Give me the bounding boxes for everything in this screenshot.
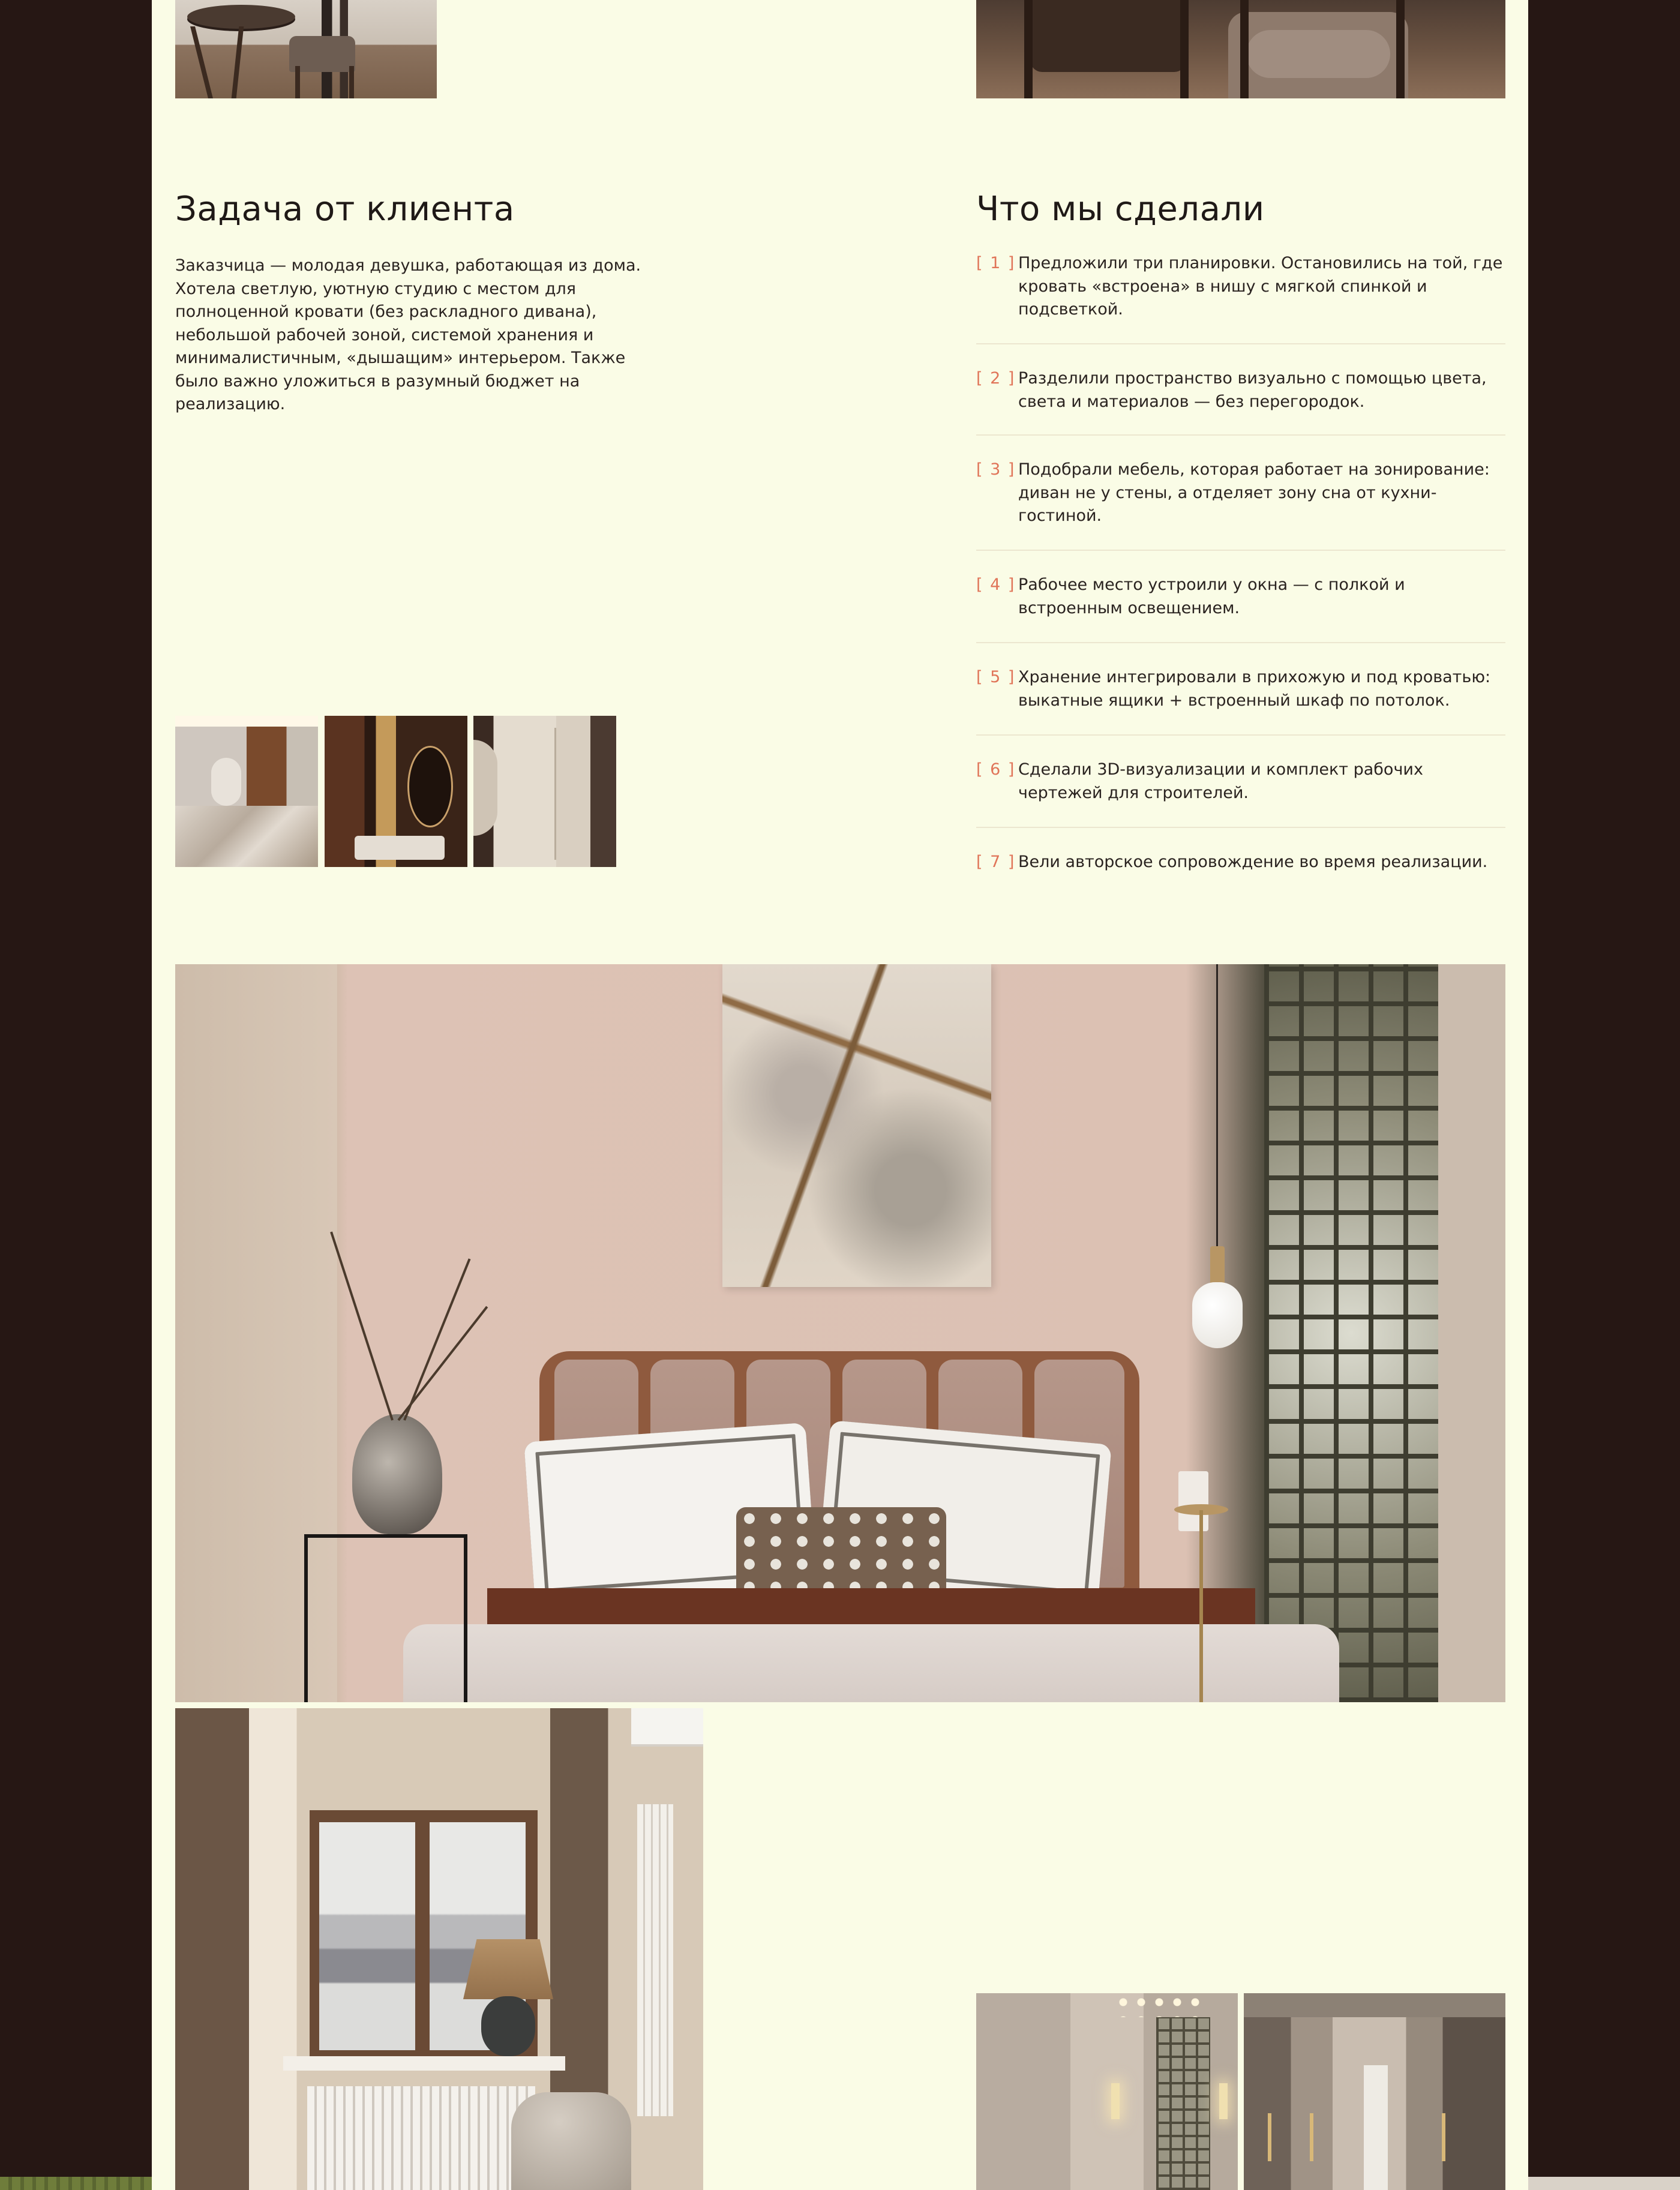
- branch: [330, 1232, 394, 1421]
- bed-sheet: [403, 1624, 1339, 1702]
- wall-sconce: [1111, 2083, 1120, 2119]
- item-number: [ 4 ]: [976, 575, 1016, 594]
- glass-blocks: [1156, 2017, 1210, 2190]
- item-number: [ 1 ]: [976, 254, 1016, 272]
- item-number: [ 2 ]: [976, 369, 1016, 388]
- marble-wall: [175, 806, 318, 867]
- table-leg: [232, 26, 244, 98]
- vase: [352, 1414, 442, 1534]
- table-top: [187, 5, 295, 29]
- window-photo[interactable]: [175, 1708, 703, 2190]
- bathroom-thumbnail-2[interactable]: [325, 716, 467, 867]
- pendant-cord: [1216, 964, 1218, 1252]
- bathroom-thumbnail-1[interactable]: [175, 716, 318, 867]
- mirror: [211, 758, 241, 806]
- item-number: [ 5 ]: [976, 668, 1016, 686]
- item-text: Сделали 3D-визуализации и комплект рабочих чертежей для строителей.: [1018, 760, 1423, 802]
- window-pane: [319, 1822, 415, 2050]
- radiator: [307, 2086, 535, 2190]
- bedroom-photo[interactable]: [175, 964, 1505, 1702]
- dining-photo-right[interactable]: [976, 0, 1505, 98]
- cabinet-handle: [1268, 2113, 1271, 2161]
- list-item: [976, 252, 1505, 344]
- air-conditioner: [631, 1708, 703, 1747]
- wardrobe-seam: [554, 728, 556, 860]
- list-item: [976, 851, 1505, 887]
- item-number: [ 7 ]: [976, 853, 1016, 871]
- item-text: Вели авторское сопровождение во время реализации.: [1018, 853, 1488, 871]
- side-table-pole: [1199, 1510, 1203, 1702]
- nightstand: [304, 1534, 467, 1702]
- chair-leg: [1180, 0, 1189, 98]
- pendant-lamp: [1192, 1282, 1243, 1348]
- table-leg: [190, 26, 213, 98]
- list-item: [976, 367, 1505, 436]
- chandelier: [1114, 1993, 1204, 2017]
- chair-leg: [295, 66, 300, 98]
- pendant-cap: [1210, 1246, 1225, 1285]
- towel-radiator: [637, 1804, 673, 2116]
- next-section-edge: [1528, 2177, 1680, 2190]
- chair-leg: [349, 66, 354, 98]
- item-number: [ 6 ]: [976, 760, 1016, 779]
- cabinet-handle: [1310, 2113, 1313, 2161]
- chair-leg: [1396, 0, 1405, 98]
- dining-photo-left[interactable]: [175, 0, 437, 98]
- task-description: Заказчица — молодая девушка, работающая из дома. Хотела светлую, уютную студию с местом для полноценной кровати (без раскладного дивана), небольшой рабочей зоной, системой хранения и минималистичным, «дышащим» интерьером. Также было важно уложиться в разумный бюджет на реализацию.: [175, 256, 641, 413]
- ceiling: [1244, 1993, 1505, 2017]
- list-item: [976, 574, 1505, 643]
- window-sill: [283, 2056, 565, 2071]
- item-text: Рабочее место устроили у окна — с полкой и встроенным освещением.: [1018, 575, 1405, 617]
- chair: [1030, 0, 1186, 72]
- item-text: Подобрали мебель, которая работает на зонирование: диван не у стены, а отделяет зону сна от кухни-гостиной.: [1018, 460, 1490, 525]
- lampshade: [463, 1939, 553, 1999]
- item-text: Разделили пространство визуально с помощью цвета, света и материалов — без перегородок.: [1018, 369, 1487, 411]
- cabinet-handle: [1442, 2113, 1445, 2161]
- glass-block-wall: [1264, 964, 1438, 1702]
- done-list: [976, 252, 1505, 887]
- list-item: [976, 758, 1505, 828]
- chair: [1228, 12, 1408, 98]
- next-section-edge: [0, 2177, 152, 2190]
- far-door: [1364, 2065, 1388, 2190]
- list-item: [976, 666, 1505, 736]
- ceiling-light: [175, 716, 318, 727]
- lamp-base: [481, 1996, 535, 2056]
- chair-leg: [1024, 0, 1033, 98]
- task-title: Задача от клиента: [175, 190, 515, 229]
- hallway-thumbnail[interactable]: [473, 716, 616, 867]
- item-text: Предложили три планировки. Остановились на той, где кровать «встроена» в нишу с мягкой спинкой и подсветкой.: [1018, 254, 1503, 319]
- sink: [355, 836, 445, 860]
- chair-leg: [1240, 0, 1249, 98]
- done-title: Что мы сделали: [976, 190, 1265, 229]
- oval-mirror: [407, 746, 453, 827]
- item-text: Хранение интегрировали в прихожую и под кроватью: выкатные ящики + встроенный шкаф по потолок.: [1018, 668, 1491, 710]
- wall-painting: [722, 964, 991, 1287]
- wall-sconce: [1219, 2083, 1228, 2119]
- hallway-photo-1[interactable]: [976, 1993, 1238, 2190]
- item-number: [ 3 ]: [976, 460, 1016, 479]
- armchair: [511, 2092, 631, 2190]
- wall-switch: [1178, 1471, 1208, 1531]
- list-item: [976, 458, 1505, 551]
- hallway-photo-2[interactable]: [1244, 1993, 1505, 2190]
- arch-mirror: [473, 740, 497, 836]
